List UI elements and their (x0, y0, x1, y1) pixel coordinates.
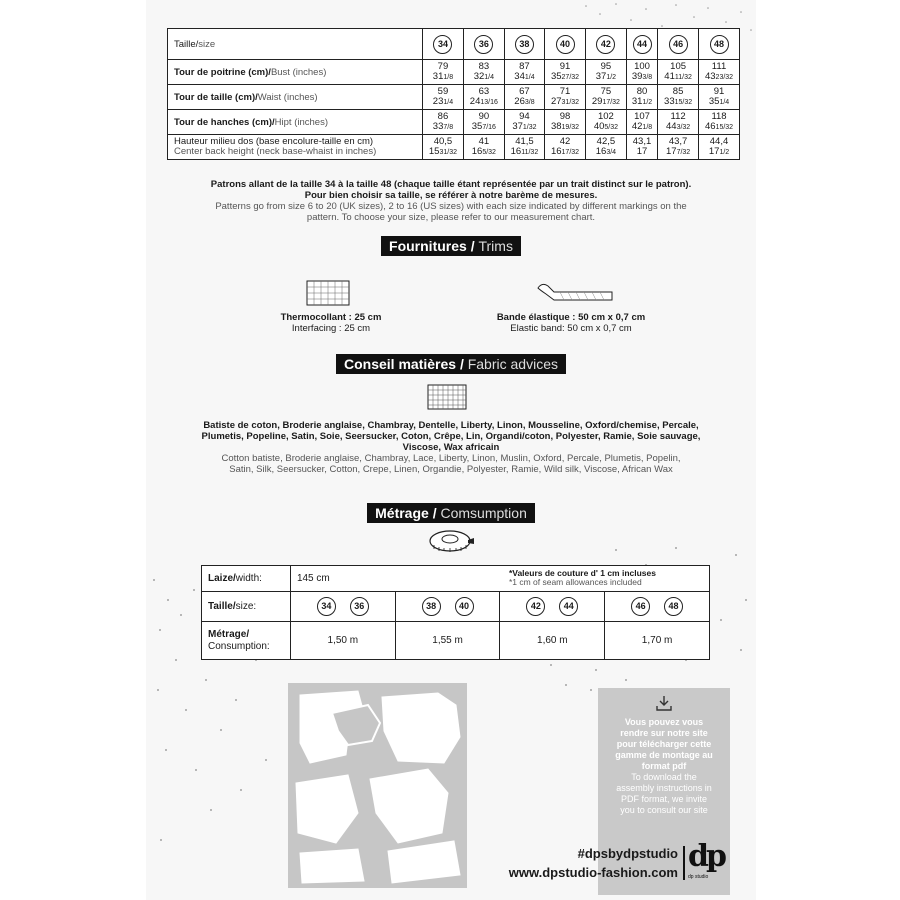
measurement-cell: 87 341/4 (504, 60, 544, 85)
width-value: 145 cm (296, 573, 330, 584)
measurement-cell: 102 405/32 (585, 110, 626, 135)
footer-links (490, 844, 678, 882)
meterage-row (202, 622, 710, 660)
size-circle: 46 (631, 597, 650, 616)
measurement-cell: 43,1 17 (626, 135, 657, 160)
measurement-cell: 107 421/8 (626, 110, 657, 135)
measurement-cell: 112 443/32 (658, 110, 699, 135)
measurement-row (168, 110, 740, 135)
pattern-back-page (146, 0, 756, 900)
measurement-cell: 41,5 1611/32 (504, 135, 544, 160)
measurement-cell: 42 1617/32 (545, 135, 586, 160)
measurement-cell: 75 2917/32 (585, 85, 626, 110)
size-circle: 38 (515, 35, 534, 54)
consumption-table (201, 565, 710, 660)
trims-title: Fournitures / Trims (146, 236, 756, 256)
measurement-cell: 86 337/8 (423, 110, 464, 135)
size-chart-table (167, 28, 740, 160)
size-circle: 48 (664, 597, 683, 616)
measurement-row (168, 85, 740, 110)
pattern-pieces-illustration (288, 683, 467, 888)
meterage-value: 1,70 m (605, 622, 710, 660)
dp-studio-logo: dp dp studio (688, 839, 724, 880)
measurement-cell: 90 357/16 (463, 110, 504, 135)
measurement-cell: 100 393/8 (626, 60, 657, 85)
size-circle: 34 (433, 35, 452, 54)
measurement-row (168, 135, 740, 160)
measurement-cell: 98 3819/32 (545, 110, 586, 135)
size-circle: 40 (455, 597, 474, 616)
measurement-cell: 71 2731/32 (545, 85, 586, 110)
meterage-value: 1,60 m (500, 622, 605, 660)
size-intro-text: Patrons allant de la taille 34 à la taille 48 (chaque taille étant représentée par un trait distinct sur le patron). Pour bien choisir sa taille, se référer à notre barème de mesures. Patterns go from size 6 to 20 (UK sizes), 2 to 16 (US sizes) with each size indicated by different markings on the pattern. To choose your size, please refer to our measurement chart. (210, 179, 692, 223)
meterage-label: Métrage/ Consumption: (202, 622, 291, 660)
meterage-value: 1,55 m (395, 622, 500, 660)
website-link[interactable]: www.dpstudio-fashion.com (508, 865, 678, 880)
download-instructions-box[interactable]: Vous pouvez vous rendre sur notre site pour télécharger cette gamme de montage au format pdf To download the assembly instructions in PDF format, we invite you to consult our site (598, 688, 730, 895)
measurement-cell: 85 3315/32 (658, 85, 699, 110)
measurement-cell: 43,7 177/32 (658, 135, 699, 160)
pattern-pieces-layout (288, 683, 467, 888)
measurement-cell: 79 311/8 (423, 60, 464, 85)
measurement-label: Tour de hanches (cm)/Hipt (inches) (168, 110, 423, 135)
measurement-row (168, 60, 740, 85)
size-circle: 46 (669, 35, 688, 54)
measurement-label: Hauteur milieu dos (base encolure-taille en cm) Center back height (neck base-whaist in inches) (168, 135, 423, 160)
measurement-label: Tour de taille (cm)/Waist (inches) (168, 85, 423, 110)
meterage-value: 1,50 m (290, 622, 395, 660)
measuring-tape-icon (428, 528, 474, 554)
size-circle: 40 (556, 35, 575, 54)
measurement-cell: 118 4615/32 (699, 110, 740, 135)
measurement-cell: 91 351/4 (699, 85, 740, 110)
size-circle: 44 (559, 597, 578, 616)
size-circle: 36 (474, 35, 493, 54)
size-circle: 42 (596, 35, 615, 54)
size-label: Taille/size: (202, 592, 291, 622)
measurement-cell: 105 4111/32 (658, 60, 699, 85)
size-chart-header-row (168, 29, 740, 60)
size-circle: 44 (633, 35, 652, 54)
measurement-cell: 41 165/32 (463, 135, 504, 160)
measurement-cell: 59 231/4 (423, 85, 464, 110)
measurement-cell: 44,4 171/2 (699, 135, 740, 160)
size-circle: 38 (422, 597, 441, 616)
fabric-swatch-icon (427, 384, 467, 410)
measurement-cell: 95 371/2 (585, 60, 626, 85)
elastic-band-icon (534, 280, 614, 304)
measurement-cell: 91 3527/32 (545, 60, 586, 85)
measurement-label: Tour de poitrine (cm)/Bust (inches) (168, 60, 423, 85)
width-row (202, 566, 710, 592)
size-circle: 48 (710, 35, 729, 54)
download-icon[interactable] (654, 694, 674, 712)
elastic-band-text: Bande élastique : 50 cm x 0,7 cm Elastic band: 50 cm x 0,7 cm (496, 312, 646, 334)
size-circle: 42 (526, 597, 545, 616)
measurement-cell: 94 371/32 (504, 110, 544, 135)
hashtag[interactable]: #dpsbydpstudio (577, 846, 678, 861)
fabric-advices-text: Batiste de coton, Broderie anglaise, Chambray, Dentelle, Liberty, Linon, Mousseline, Oxford/chemise, Percale, Plumetis, Popeline, Satin, Soie, Seersucker, Coton, Crêpe, Lin, Organdi/coton, Polyester, Ramie, Soie sauvage, Viscose, Wax africain Cotton batiste, Broderie anglaise, Chambray, Lace, Liberty, Linon, Muslin, Oxford, Percale, Plumetis, Popelin, Satin, Silk, Seersucker, Cotton, Crepe, Linen, Organdie, Polyester, Ramie, Wild silk, Viscose, African Wax (201, 420, 701, 475)
size-circle: 34 (317, 597, 336, 616)
measurement-cell: 67 263/8 (504, 85, 544, 110)
interfacing-text: Thermocollant : 25 cm Interfacing : 25 cm (280, 312, 382, 334)
measurement-cell: 80 311/2 (626, 85, 657, 110)
size-circle: 36 (350, 597, 369, 616)
measurement-cell: 42,5 163/4 (585, 135, 626, 160)
measurement-cell: 40,5 1531/32 (423, 135, 464, 160)
footer-divider (683, 846, 685, 880)
size-header-label: Taille/size (168, 29, 423, 60)
width-label: Laize/width: (202, 566, 291, 592)
measurement-cell: 83 321/4 (463, 60, 504, 85)
fabric-advices-title: Conseil matières / Fabric advices (146, 354, 756, 374)
seam-allowance-note: *Valeurs de couture d' 1 cm incluses *1 cm of seam allowances included (508, 568, 656, 587)
measurement-cell: 111 4323/32 (699, 60, 740, 85)
measurement-cell: 63 2413/16 (463, 85, 504, 110)
size-row (202, 592, 710, 622)
interfacing-icon (306, 280, 350, 306)
consumption-title: Métrage / Comsumption (146, 503, 756, 523)
